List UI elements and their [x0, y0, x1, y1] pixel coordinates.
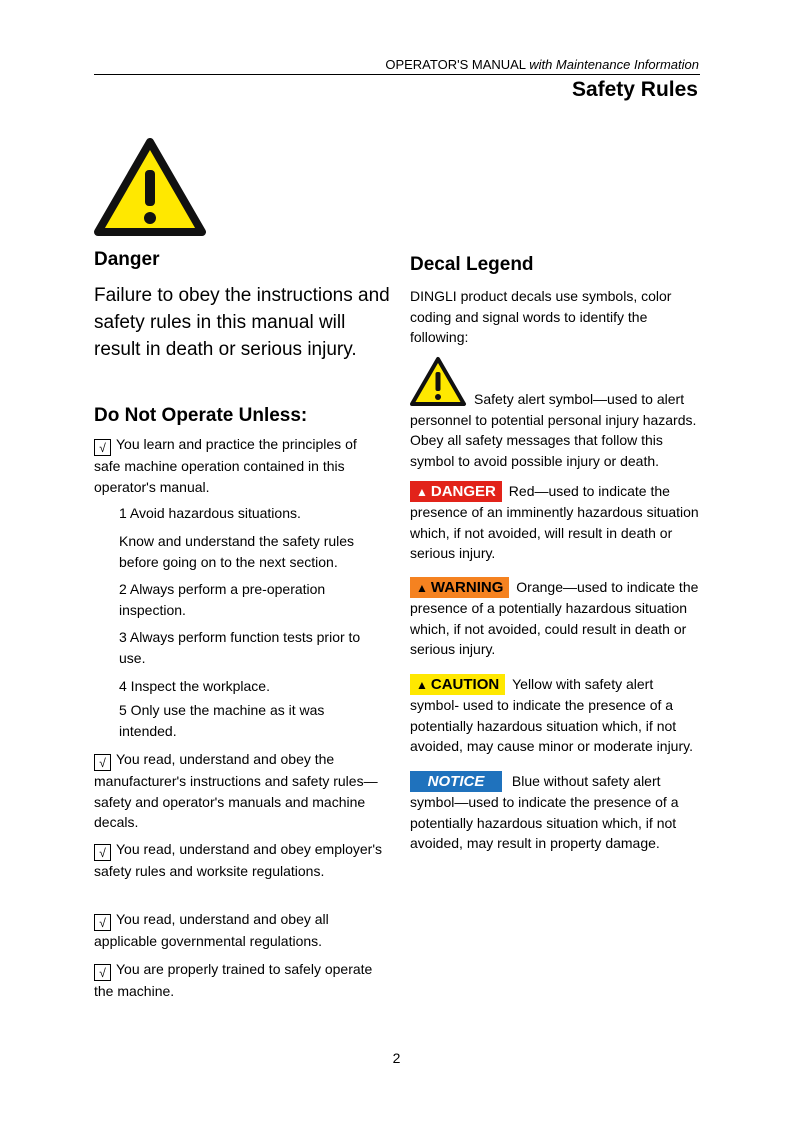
caution-decal-entry [410, 674, 705, 757]
checkbox-mark: √ [94, 844, 111, 861]
badge-label: NOTICE [427, 773, 485, 790]
decal-legend-intro: DINGLI product decals use symbols, color coding and signal words to identify the following: [410, 288, 672, 345]
danger-heading: Danger [94, 249, 160, 270]
warning-decal-entry [410, 577, 705, 660]
warning-description: Orange—used to indicate the presence of a potentially hazardous situation which, if not avoided, could result in death or serious injury. [410, 579, 699, 657]
sub-item: 1 Avoid hazardous situations. [119, 505, 301, 521]
warning-triangle-icon: ▲ [416, 678, 428, 692]
danger-description: Red—used to indicate the presence of an imminently hazardous situation which, if not avoided, will result in death or serious injury. [410, 483, 699, 561]
checklist-item [94, 434, 384, 497]
notice-description: Blue without safety alert symbol—used to indicate the presence of a potentially hazardous situation which, if not avoided, may result in property damage. [410, 773, 679, 851]
danger-decal-entry [410, 481, 705, 564]
checklist-text: You read, understand and obey the manufacturer's instructions and safety rules—safety and operator's manuals and machine decals. [94, 751, 378, 830]
caution-badge [410, 674, 505, 695]
section-title: Safety Rules [571, 78, 698, 101]
checklist-item [94, 749, 384, 833]
manual-header [385, 57, 699, 72]
checklist-text: You are properly trained to safely operate the machine. [94, 961, 373, 999]
warning-badge [410, 577, 509, 598]
manual-subtitle: with Maintenance Information [529, 57, 699, 72]
notice-badge [410, 771, 502, 792]
checklist-item [94, 839, 384, 882]
checklist-text: You read, understand and obey all applicable governmental regulations. [94, 911, 329, 949]
caution-description: Yellow with safety alert symbol- used to indicate the presence of a potentially hazardous situation which, if not avoided, may cause minor or moderate injury. [410, 676, 693, 754]
danger-badge [410, 481, 502, 502]
warning-triangle-icon: ▲ [416, 485, 428, 499]
warning-triangle-icon [94, 138, 206, 238]
safety-alert-description: Safety alert symbol—used to alert personnel to potential personal injury hazards. Obey all safety messages that follow this symbol to avoid possible injury or death. [410, 391, 697, 469]
checklist-text: You learn and practice the principles of safe machine operation contained in this operator's manual. [94, 436, 357, 495]
notice-decal-entry [410, 771, 705, 854]
checklist-text: You read, understand and obey employer's safety rules and worksite regulations. [94, 841, 383, 879]
checklist-item [94, 909, 384, 952]
manual-title: OPERATOR'S MANUAL [385, 57, 526, 72]
warning-triangle-icon: ▲ [416, 581, 428, 595]
sub-item: Know and understand the safety rules before going on to the next section. [119, 533, 355, 570]
sub-item: 5 Only use the machine as it was intended. [119, 702, 325, 739]
danger-statement: Failure to obey the instructions and safety rules in this manual will result in death or serious injury. [94, 285, 390, 360]
badge-label: CAUTION [430, 676, 500, 693]
checkbox-mark: √ [94, 914, 111, 931]
sub-item: 4 Inspect the workplace. [119, 678, 270, 694]
checkbox-mark: √ [94, 754, 111, 771]
do-not-operate-heading: Do Not Operate Unless: [94, 405, 308, 426]
header-divider [94, 74, 700, 75]
sub-item: 3 Always perform function tests prior to use. [119, 629, 361, 666]
sub-item: 2 Always perform a pre-operation inspection. [119, 581, 326, 618]
checkbox-mark: √ [94, 964, 111, 981]
page-number: 2 [392, 1050, 401, 1066]
checkbox-mark: √ [94, 439, 111, 456]
badge-label: WARNING [430, 579, 504, 596]
badge-label: DANGER [430, 483, 496, 500]
decal-legend-heading: Decal Legend [410, 254, 534, 275]
checklist-item [94, 959, 384, 1002]
